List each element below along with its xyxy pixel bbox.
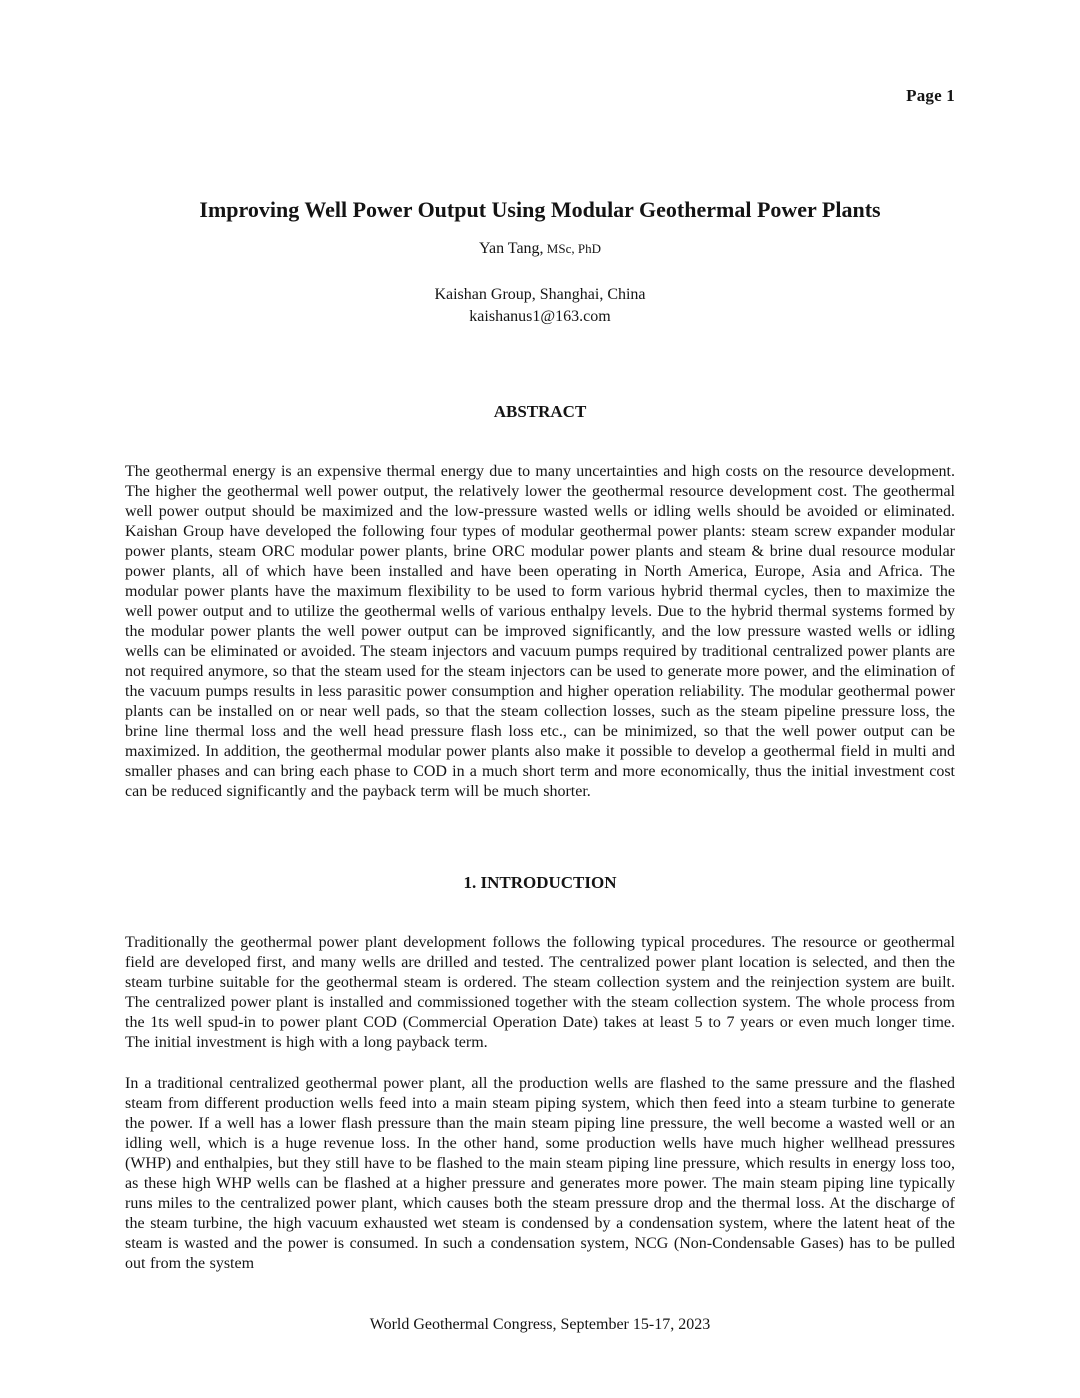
author-credentials: MSc, PhD [543,241,601,256]
author-email: kaishanus1@163.com [469,308,611,325]
conference-footer: World Geothermal Congress, September 15-17, 2023 [369,1316,711,1333]
page-number: Page 1 [906,86,955,105]
paper-title: Improving Well Power Output Using Modular Geothermal Power Plants [199,196,881,222]
author-affiliation: Kaishan Group, Shanghai, China [434,286,646,303]
abstract-heading: ABSTRACT [493,402,587,421]
author-name: Yan Tang, [479,240,544,257]
abstract-paragraph: The geothermal energy is an expensive thermal energy due to many uncertainties and high costs on the resource development. The higher the geothermal well power output, the relatively lower the geothermal resource development cost. The geothermal well power output should be maximized and the low-pressure wasted wells or idling wells should be avoided or eliminated. Kaishan Group have developed the following four types of modular geothermal power plants: steam screw expander modular power plants, steam ORC modular power plants, brine ORC modular power plants and steam & brine dual resource modular power plants, all of which have been installed and have been operating in North America, Europe, Asia and Africa. The modular power plants have the maximum flexibility to be used to form various hybrid thermal cycles, then to maximize the well power output and to utilize the geothermal wells of various enthalpy levels. Due to the hybrid thermal systems formed by the modular power plants the well power output can be improved significantly, and the low pressure wasted wells or idling wells can be eliminated or avoided. The steam injectors and vacuum pumps required by traditional centralized power plants are not required anymore, so that the steam used for the steam injectors can be used to generate more power, and the elimination of the vacuum pumps results in less parasitic power consumption and higher operation reliability. The modular geothermal power plants can be installed on or near well pads, so that the steam collection losses, such as the steam pipeline pressure loss, the brine line thermal loss and the well head pressure flash loss etc., can be minimized, so that the well power output can be maximized. In addition, the geothermal modular power plants also make it possible to develop a geothermal field in multi and smaller phases and can bring each phase to COD in a much short term and more economically, thus the initial investment cost can be reduced significantly and the payback term will be much shorter. [125,463,955,800]
author-line [0,240,1080,258]
introduction-paragraph-1: Traditionally the geothermal power plant development follows the following typical procedures. The resource or geothermal field are developed first, and many wells are drilled and tested. The centralized power plant location is selected, and then the steam turbine suitable for the geothermal steam is ordered. The steam collection system and the reinjection system are built. The centralized power plant is installed and commissioned together with the steam collection system. The whole process from the 1ts well spud-in to power plant COD (Commercial Operation Date) takes at least 5 to 7 years or even much longer time. The initial investment is high with a long payback term. [125,934,955,1051]
introduction-paragraph-2: In a traditional centralized geothermal power plant, all the production wells are flashed to the same pressure and the flashed steam from different production wells feed into a main steam piping system, which then feed into a steam turbine to generate the power. If a well has a lower flash pressure than the main steam piping line pressure, the well become a wasted well or an idling well, which is a huge revenue loss. In the other hand, some production wells have much higher wellhead pressures (WHP) and enthalpies, but they still have to be flashed to the main steam piping line pressure, which results in energy loss too, as these high WHP wells can be flashed at a higher pressure and generates more power. The main steam piping line typically runs miles to the centralized power plant, which causes both the steam pressure drop and the thermal loss. At the discharge of the steam turbine, the high vacuum exhausted wet steam is condensed by a condensation system, where the latent heat of the steam is wasted and the power is consumed. In such a condensation system, NCG (Non-Condensable Gases) has to be pulled out from the system [125,1075,955,1272]
introduction-heading: 1. INTRODUCTION [463,873,617,892]
